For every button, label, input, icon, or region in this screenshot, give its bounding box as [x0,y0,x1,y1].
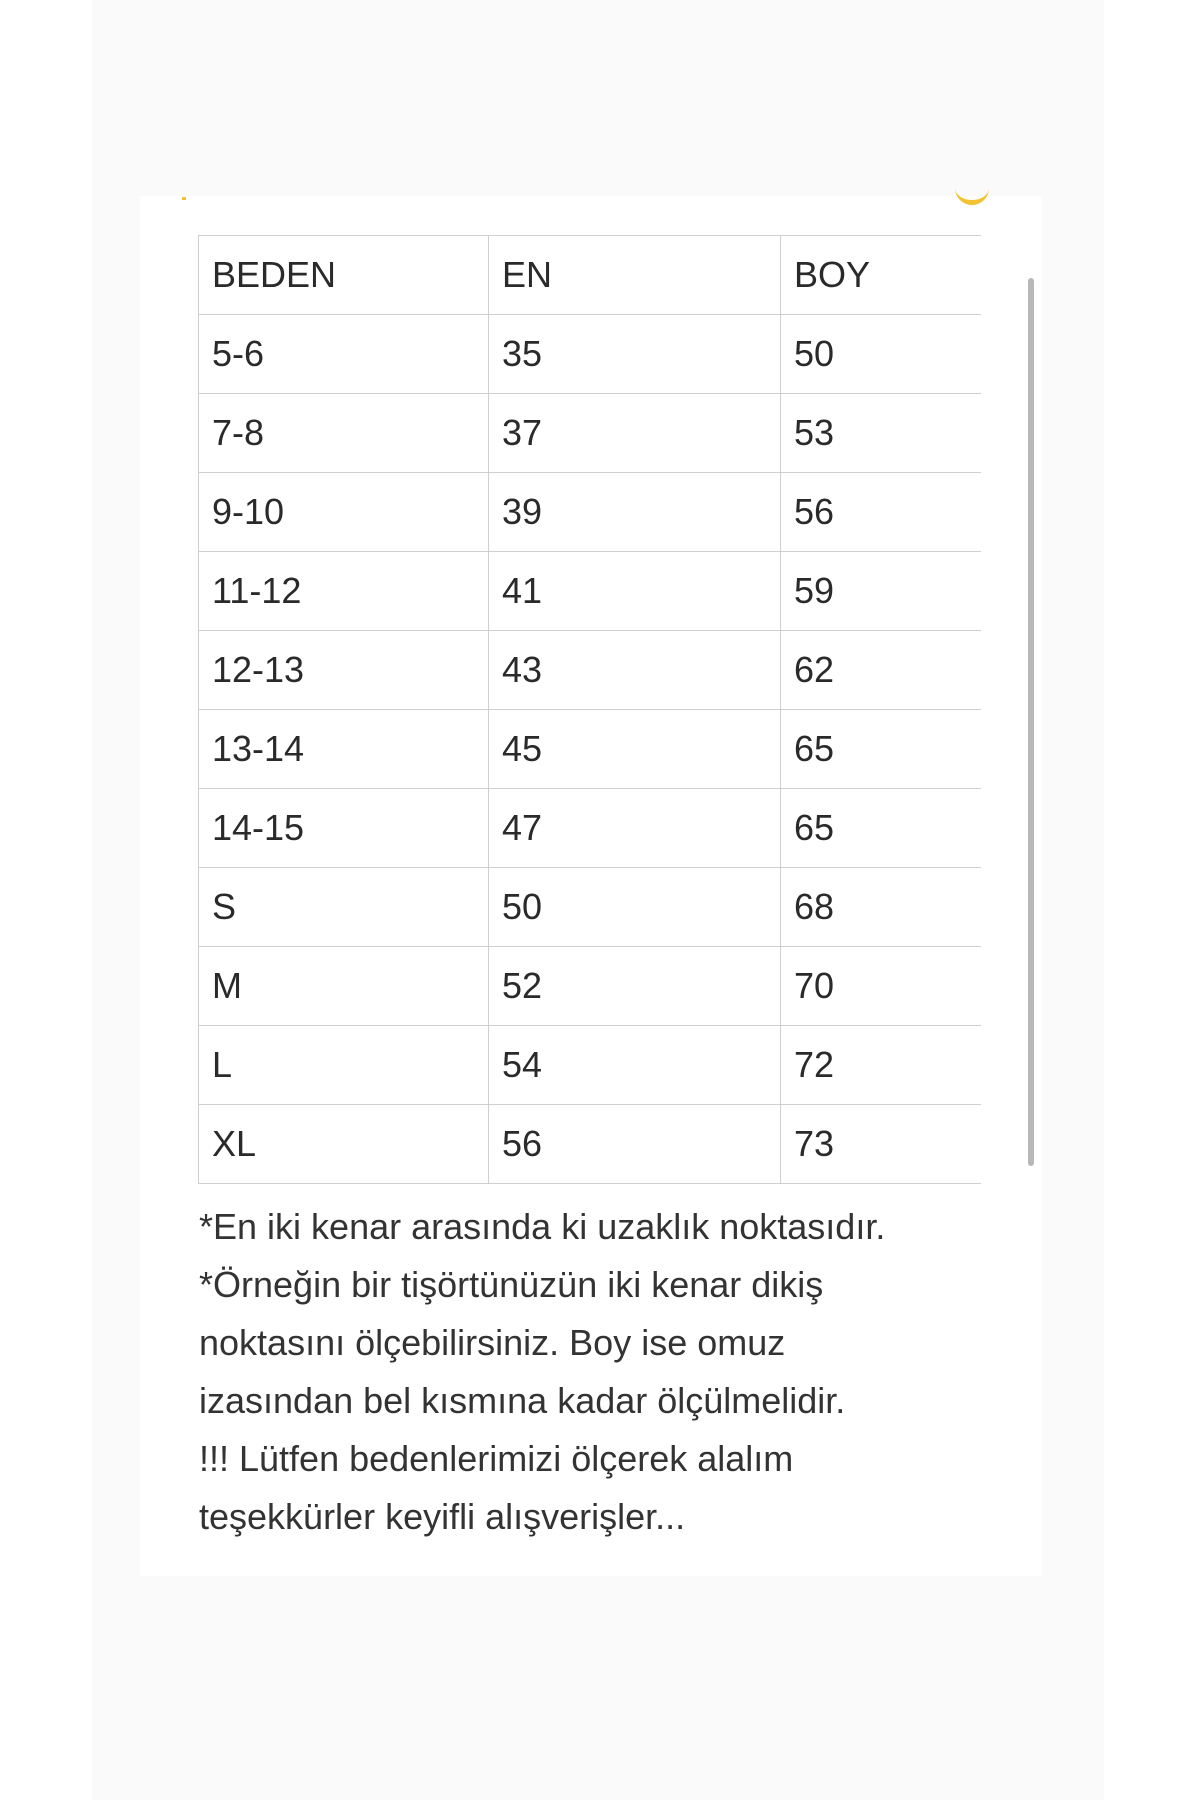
cell-size: M [199,947,489,1026]
cell-width: 47 [489,789,781,868]
note-line: *En iki kenar arasında ki uzaklık noktasıdır. [199,1206,886,1247]
table-row [199,789,981,868]
cell-size: 7-8 [199,394,489,473]
header-boy: BOY [781,236,981,315]
note-line: !!! Lütfen bedenlerimizi ölçerek alalım [199,1438,794,1479]
table-row [199,552,981,631]
size-notes [199,1198,1019,1546]
cell-size: 5-6 [199,315,489,394]
table-row [199,1105,981,1184]
cell-size: S [199,868,489,947]
cell-width: 41 [489,552,781,631]
cell-width: 50 [489,868,781,947]
cell-length: 72 [781,1026,981,1105]
cell-width: 39 [489,473,781,552]
table-row [199,315,981,394]
table-row [199,631,981,710]
cell-width: 56 [489,1105,781,1184]
table-row [199,947,981,1026]
header-en: EN [489,236,781,315]
table-row [199,868,981,947]
cell-length: 65 [781,710,981,789]
cell-length: 50 [781,315,981,394]
table-row [199,710,981,789]
table-row [199,394,981,473]
cell-size: 12-13 [199,631,489,710]
header-beden: BEDEN [199,236,489,315]
cell-width: 52 [489,947,781,1026]
cell-length: 65 [781,789,981,868]
table-row [199,473,981,552]
cell-width: 35 [489,315,781,394]
table-header-row [199,236,981,315]
cell-size: 13-14 [199,710,489,789]
size-table [198,235,981,1184]
table-row [199,1026,981,1105]
cell-width: 45 [489,710,781,789]
cell-length: 73 [781,1105,981,1184]
cell-size: XL [199,1105,489,1184]
cell-length: 62 [781,631,981,710]
cell-length: 59 [781,552,981,631]
cell-length: 68 [781,868,981,947]
cell-length: 53 [781,394,981,473]
cell-size: L [199,1026,489,1105]
note-line: teşekkürler keyifli alışverişler... [199,1496,686,1537]
note-line: *Örneğin bir tişörtünüzün iki kenar dikiş [199,1264,824,1305]
cell-size: 14-15 [199,789,489,868]
note-line: noktasını ölçebilirsiniz. Boy ise omuz [199,1322,786,1363]
yellow-dot-icon [182,197,186,200]
cell-length: 70 [781,947,981,1026]
vertical-scrollbar[interactable] [1028,278,1034,1166]
cell-size: 9-10 [199,473,489,552]
cell-length: 56 [781,473,981,552]
cell-width: 43 [489,631,781,710]
cell-width: 37 [489,394,781,473]
note-line: izasından bel kısmına kadar ölçülmelidir. [199,1380,846,1421]
cell-width: 54 [489,1026,781,1105]
cell-size: 11-12 [199,552,489,631]
